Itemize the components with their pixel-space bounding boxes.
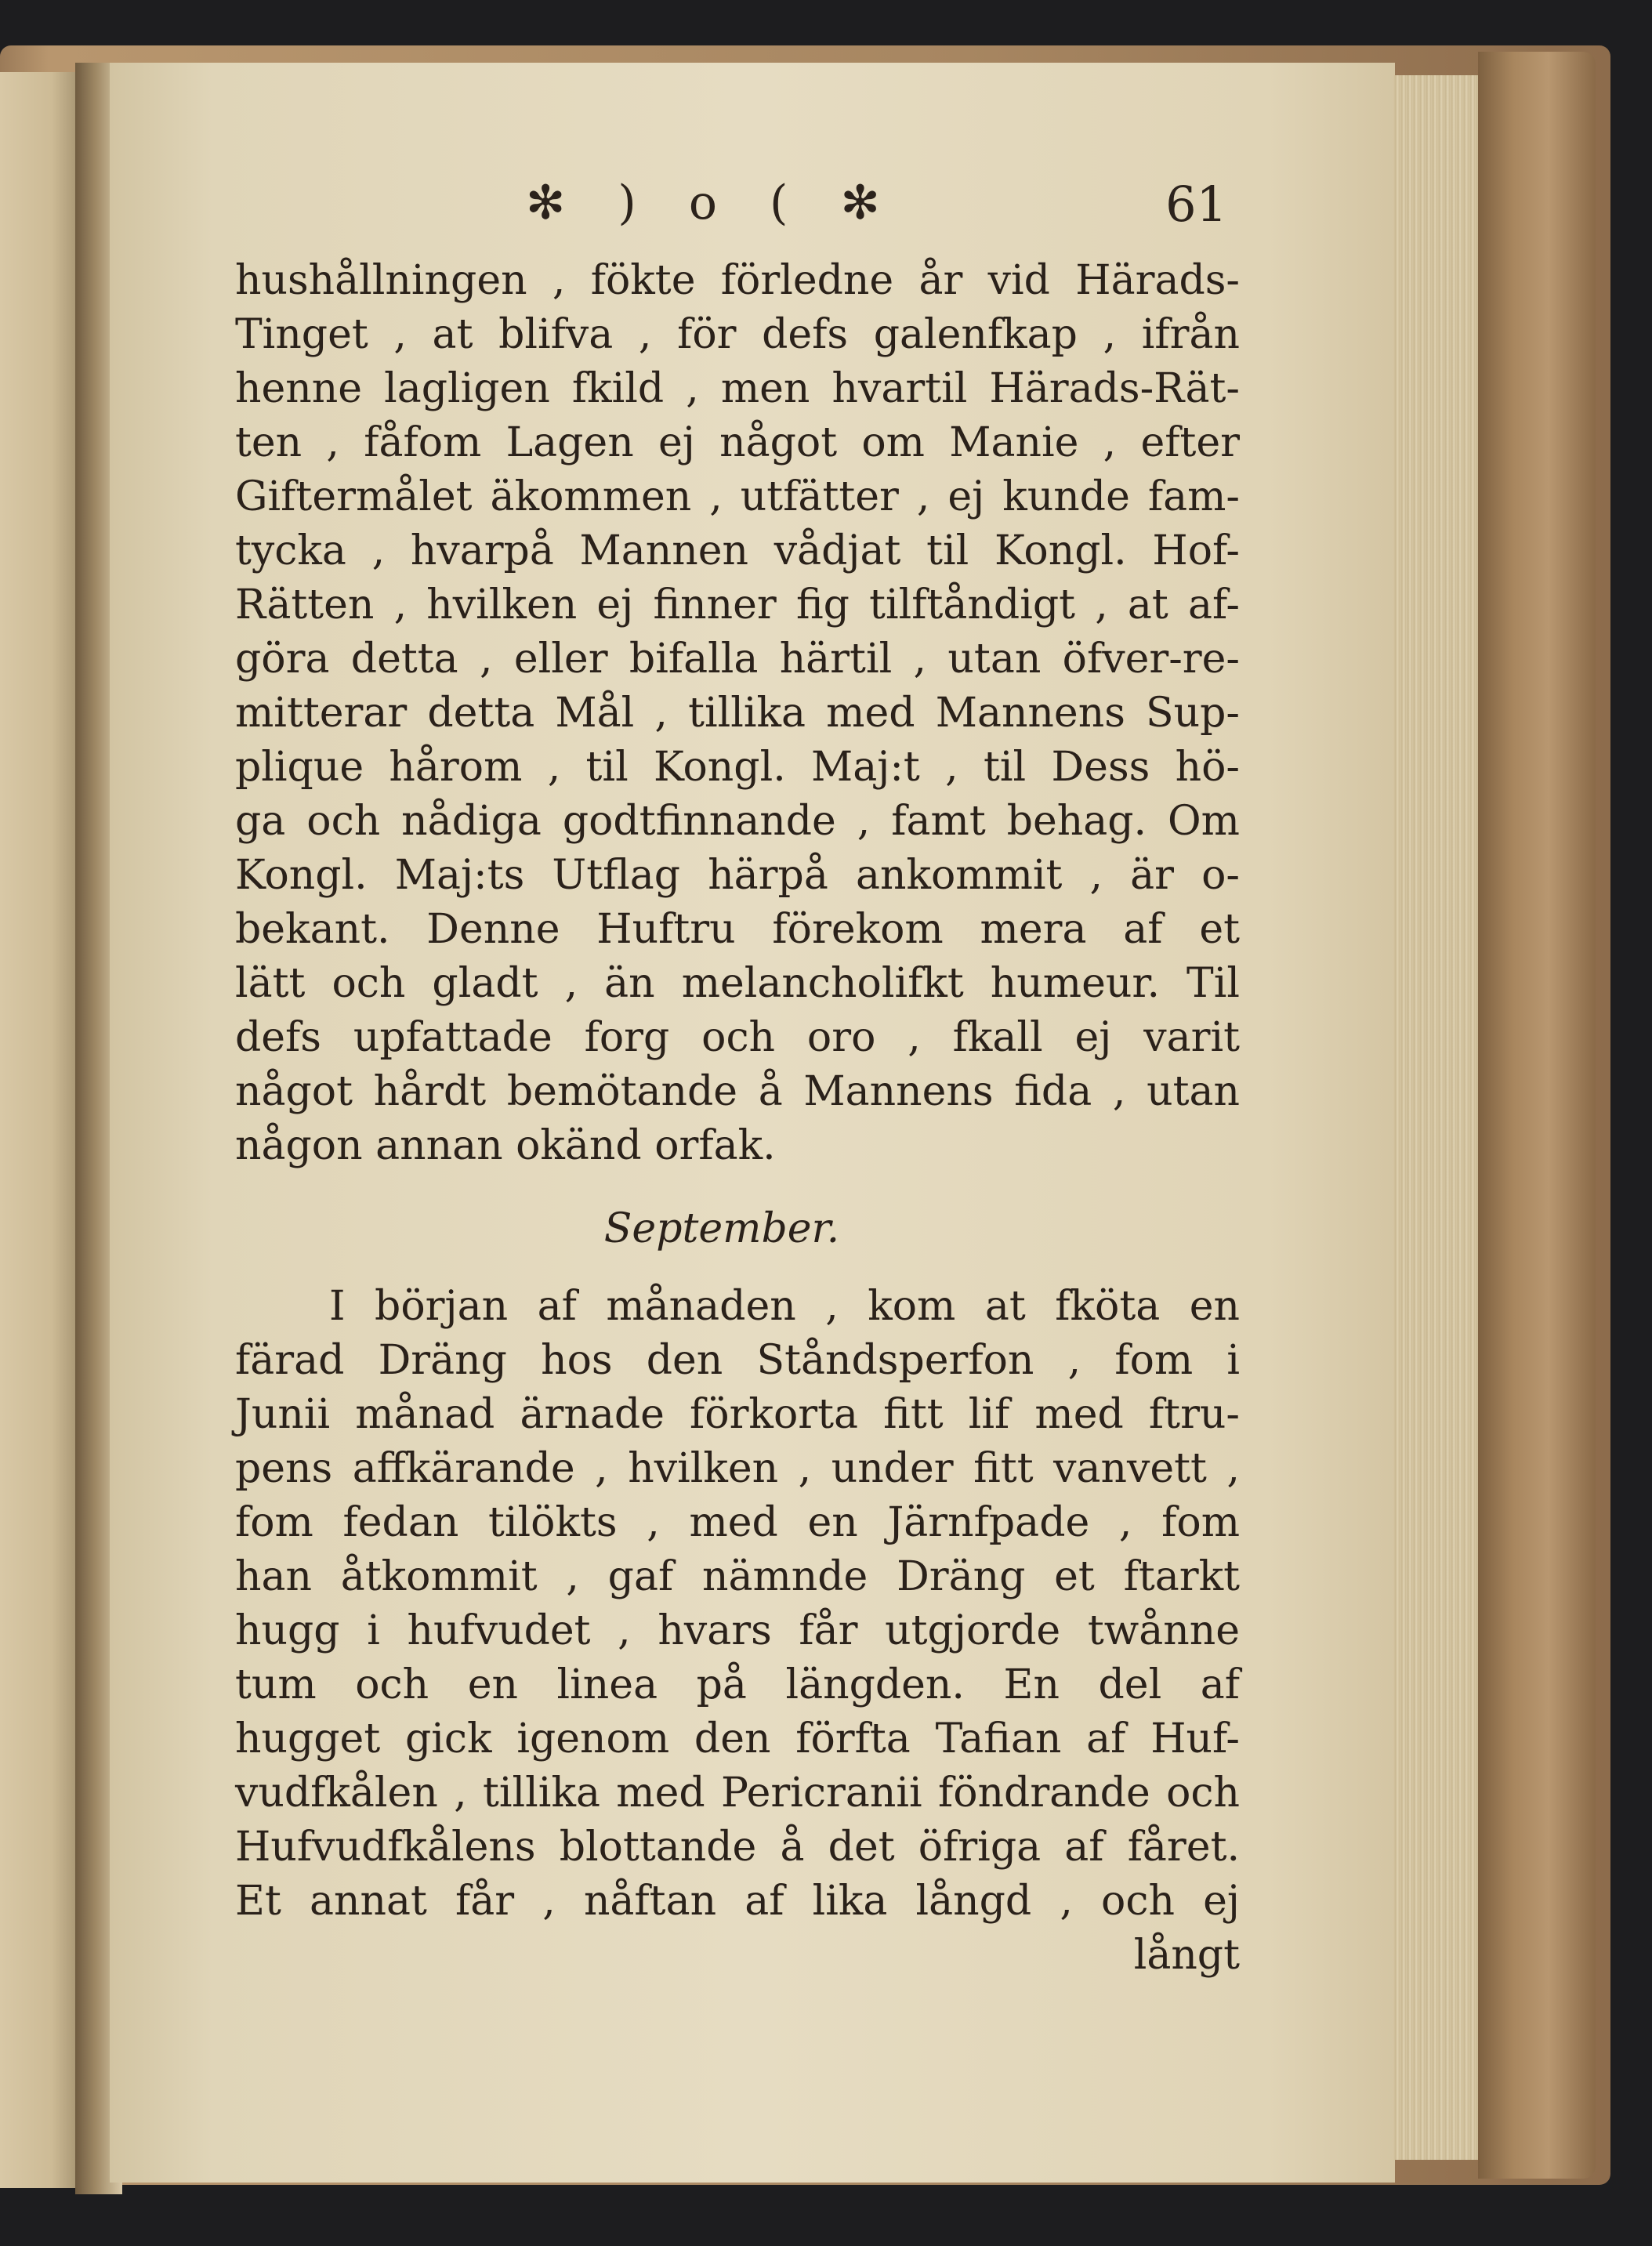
text-line: fom fedan tilökts , med en Järnfpade , fom (235, 1499, 1240, 1546)
catchword: långt (1133, 1932, 1240, 1979)
text-line: hugg i hufvudet , hvars får utgjorde twånne (235, 1607, 1240, 1654)
text-line: ten , fåfom Lagen ej något om Manie , efter (235, 419, 1240, 466)
text-line: Rätten , hvilken ej finner fig tilftåndigt , at af- (235, 581, 1240, 629)
text-line: I början af månaden , kom at fköta en (329, 1283, 1240, 1330)
text-line: Junii månad ärnade förkorta fitt lif med ftru- (235, 1391, 1240, 1438)
text-line: någon annan okänd orfak. (235, 1122, 776, 1169)
left-page-edge (0, 72, 86, 2188)
text-line: Kongl. Maj:ts Utflag härpå ankommit , är o- (235, 852, 1240, 899)
page-number: 61 (1165, 176, 1227, 233)
text-line: ga och nådiga godtfinnande , famt behag. Om (235, 798, 1240, 845)
text-line: defs upfattade forg och oro , fkall ej varit (235, 1014, 1240, 1061)
text-line: hugget gick igenom den förfta Tafian af Huf- (235, 1715, 1240, 1762)
text-line: han åtkommit , gaf nämnde Dräng et ftarkt (235, 1553, 1240, 1600)
page-text (235, 176, 1240, 1983)
text-line: tum och en linea på längden. En del af (235, 1661, 1240, 1708)
text-line: Giftermålet äkommen , utfätter , ej kunde fam- (235, 473, 1240, 520)
paragraph-1 (235, 254, 1240, 1173)
text-line: färad Dräng hos den Ståndsperfon , fom i (235, 1337, 1240, 1384)
text-line: pens affkärande , hvilken , under fitt vanvett , (235, 1445, 1240, 1492)
running-head (236, 176, 1240, 254)
text-line: lätt och gladt , än melancholifkt humeur. Til (235, 960, 1240, 1007)
text-line: göra detta , eller bifalla härtil , utan öfver-re- (235, 636, 1240, 683)
paragraph-2 (235, 1280, 1240, 1983)
header-ornament: ✻ ) o ( ✻ (526, 176, 899, 230)
text-line: Hufvudfkålens blottande å det öfriga af fåret. (235, 1824, 1240, 1871)
text-line: vudfkålen , tillika med Pericranii föndrande och (235, 1770, 1240, 1817)
text-line: henne lagligen fkild , men hvartil Härads-Rät- (235, 365, 1240, 412)
text-line: bekant. Denne Huftru förekom mera af et (235, 906, 1240, 953)
page-edges (1393, 75, 1480, 2160)
text-line: mitterar detta Mål , tillika med Mannens Sup- (235, 690, 1240, 737)
text-line: tycka , hvarpå Mannen vådjat til Kongl. Hof- (235, 527, 1240, 574)
book-binding-edge (1478, 52, 1596, 2179)
text-line: Et annat får , nåftan af lika långd , och ej (235, 1878, 1240, 1925)
text-line: något hårdt bemötande å Mannens fida , utan (235, 1068, 1240, 1115)
text-line: plique hårom , til Kongl. Maj:t , til Dess hö- (235, 744, 1240, 791)
text-line: Tinget , at blifva , för defs galenfkap , ifrån (235, 311, 1240, 358)
section-heading: September. (603, 1205, 840, 1252)
text-line: hushållningen , fökte förledne år vid Härads- (235, 257, 1240, 304)
